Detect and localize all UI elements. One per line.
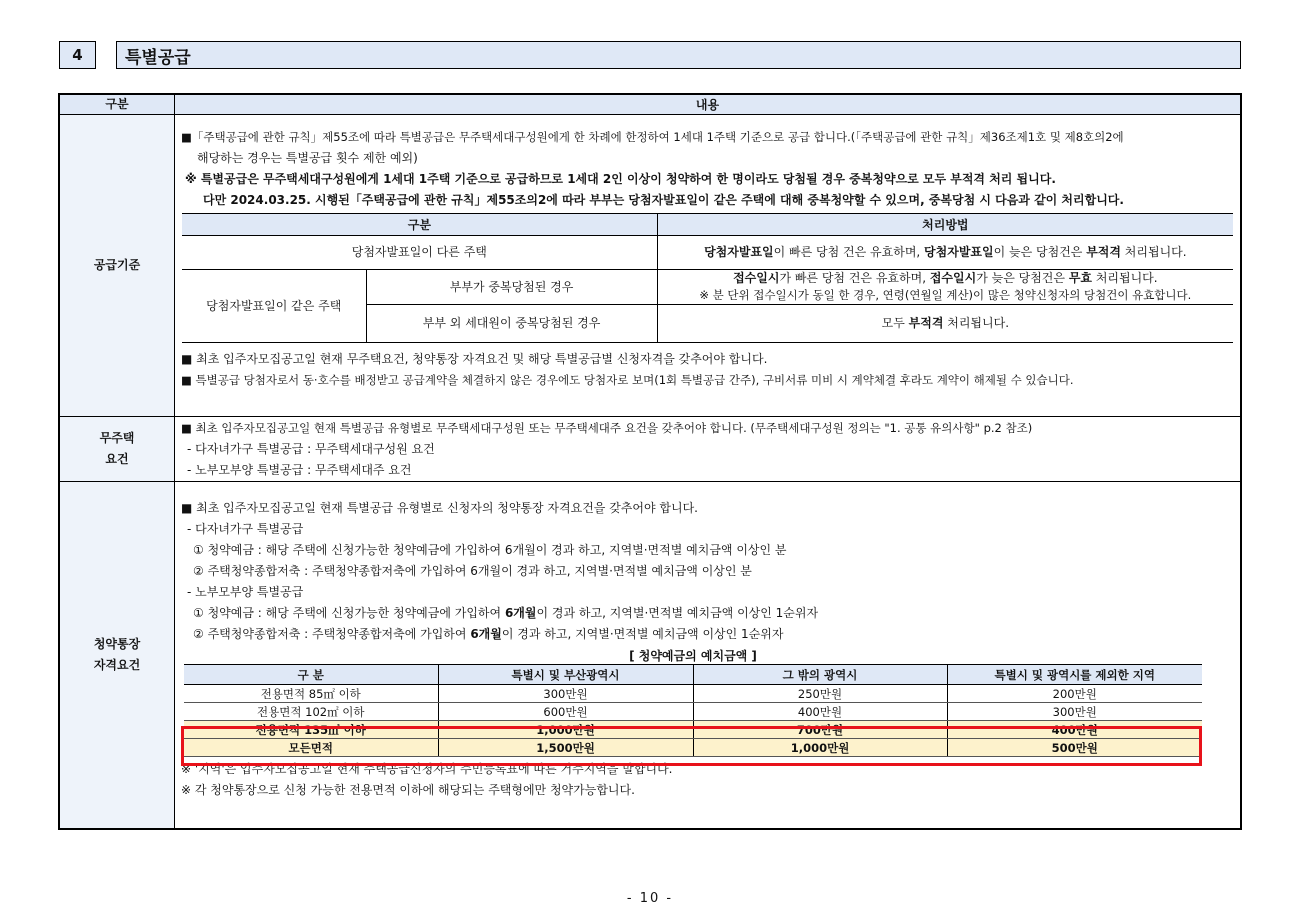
deposit-header-metro: 그 밖의 광역시 [693, 665, 947, 685]
deposit-header-special: 특별시 및 부산광역시 [438, 665, 693, 685]
special-supply-table [58, 93, 1242, 830]
account-para-2: - 다자녀가구 특별공급 [187, 522, 304, 536]
account-label: 청약통장 자격요건 [60, 482, 175, 828]
table-row-highlighted: 전용면적 135㎡ 이하 1,000만원 700만원 400만원 [184, 721, 1202, 739]
supply-duplicate-note: ※ 특별공급은 무주택세대구성원에게 1세대 1주택 기준으로 공급하므로 1세대 2인 이상이 청약하여 한 명이라도 당첨될 경우 중복청약으로 모두 부적격 처리 됩니다. [185, 172, 1056, 186]
no-home-para-1: ■ 최초 입주자모집공고일 현재 특별공급 유형별로 무주택세대구성원 또는 무주택세대주 요건을 갖추어야 합니다. (무주택세대구성원 정의는 "1. 공통 유의사항" p.2 참조) [181, 421, 1033, 435]
supply-criteria-content [175, 115, 1240, 416]
section-number: 4 [59, 41, 96, 69]
supply-couple-note: 다만 2024.03.25. 시행된「주택공급에 관한 규칙」제55조의2에 따라 부부는 당첨자발표일이 같은 주택에 대해 중복청약할 수 있으며, 중복당첨 시 다음과 같이 처리합니다. [203, 193, 1124, 207]
account-note-1: ※ '지역'은 입주자모집공고일 현재 주택공급신청자의 주민등록표에 따른 거주지역을 말합니다. [181, 762, 673, 776]
account-para-4: ② 주택청약종합저축 : 주택청약종합저축에 가입하여 6개월이 경과 하고, 지역별·면적별 예치금액 이상인 분 [193, 564, 752, 578]
dup-row2-sub: 부부가 중복당첨된 경우 [366, 270, 657, 305]
section-title: 특별공급 [116, 41, 1241, 69]
account-content [175, 482, 1240, 828]
deposit-header-other: 특별시 및 광역시를 제외한 지역 [947, 665, 1202, 685]
dup-header-method: 처리방법 [657, 214, 1233, 236]
table-row [182, 236, 1233, 270]
deposit-header-area: 구 분 [184, 665, 438, 685]
deposit-caption: [ 청약예금의 예치금액 ] [629, 649, 757, 663]
deposit-table [184, 664, 1202, 757]
table-row-highlighted: 모든면적 1,500만원 1,000만원 500만원 [184, 739, 1202, 757]
dup-row2-method: 접수일시가 빠른 당첨 건은 유효하며, 접수일시가 늦은 당첨건은 무효 처리됩니다. ※ 분 단위 접수일시가 동일 한 경우, 연령(연월일 계산)이 많은 청약신청자의 당첨건이 유효합니다. [657, 270, 1233, 305]
dup-row3-sub: 부부 외 세대원이 중복당첨된 경우 [366, 305, 657, 343]
no-home-para-2: - 다자녀가구 특별공급 : 무주택세대구성원 요건 [187, 442, 435, 456]
dup-row1-category: 당첨자발표일이 다른 주택 [182, 236, 657, 270]
no-home-content [175, 417, 1240, 481]
supply-para-3: ■ 특별공급 당첨자로서 동·호수를 배정받고 공급계약을 체결하지 않은 경우에도 당첨자로 보며(1회 특별공급 간주), 구비서류 미비 시 계약체결 후라도 계약이 해제될 수 있습니다. [181, 373, 1074, 387]
table-row: 전용면적 85㎡ 이하 300만원 250만원 200만원 [184, 685, 1202, 703]
account-para-6: ① 청약예금 : 해당 주택에 신청가능한 청약예금에 가입하여 6개월이 경과 하고, 지역별·면적별 예치금액 이상인 1순위자 [193, 606, 819, 620]
supply-para-1: ■「주택공급에 관한 규칙」제55조에 따라 특별공급은 무주택세대구성원에게 한 차례에 한정하여 1세대 1주택 기준으로 공급 합니다.(「주택공급에 관한 규칙」제36조제1호 및 제8호의2에 [181, 130, 1124, 144]
account-row [60, 481, 1240, 828]
dup-row3-method: 모두 부적격 처리됩니다. [657, 305, 1233, 343]
table-header-row [60, 95, 1240, 115]
duplicate-handling-table [182, 213, 1233, 343]
account-note-2: ※ 각 청약통장으로 신청 가능한 전용면적 이하에 해당되는 주택형에만 청약가능합니다. [181, 783, 635, 797]
table-row: 전용면적 102㎡ 이하 600만원 400만원 300만원 [184, 703, 1202, 721]
page-number: - 10 - [626, 891, 674, 906]
header-content: 내용 [695, 98, 720, 112]
supply-criteria-label: 공급기준 [60, 115, 175, 416]
table-row [182, 270, 1233, 305]
supply-para-2: ■ 최초 입주자모집공고일 현재 무주택요건, 청약통장 자격요건 및 해당 특별공급별 신청자격을 갖추어야 합니다. [181, 352, 768, 366]
account-para-5: - 노부모부양 특별공급 [187, 585, 304, 599]
no-home-para-3: - 노부모부양 특별공급 : 무주택세대주 요건 [187, 463, 412, 477]
dup-row2-group: 당첨자발표일이 같은 주택 [182, 270, 366, 343]
supply-criteria-row [60, 115, 1240, 416]
dup-row1-method: 당첨자발표일이 빠른 당첨 건은 유효하며, 당첨자발표일이 늦은 당첨건은 부적격 처리됩니다. [657, 236, 1233, 270]
account-para-7: ② 주택청약종합저축 : 주택청약종합저축에 가입하여 6개월이 경과 하고, 지역별·면적별 예치금액 이상인 1순위자 [193, 627, 784, 641]
account-para-3: ① 청약예금 : 해당 주택에 신청가능한 청약예금에 가입하여 6개월이 경과 하고, 지역별·면적별 예치금액 이상인 분 [193, 543, 787, 557]
account-para-1: ■ 최초 입주자모집공고일 현재 특별공급 유형별로 신청자의 청약통장 자격요건을 갖추어야 합니다. [181, 501, 698, 515]
dup-header-category: 구분 [182, 214, 657, 236]
header-category: 구분 [60, 95, 175, 114]
no-home-label: 무주택 요건 [60, 417, 175, 481]
supply-para-1-cont: 해당하는 경우는 특별공급 횟수 제한 예외) [197, 151, 418, 165]
no-home-row [60, 416, 1240, 481]
